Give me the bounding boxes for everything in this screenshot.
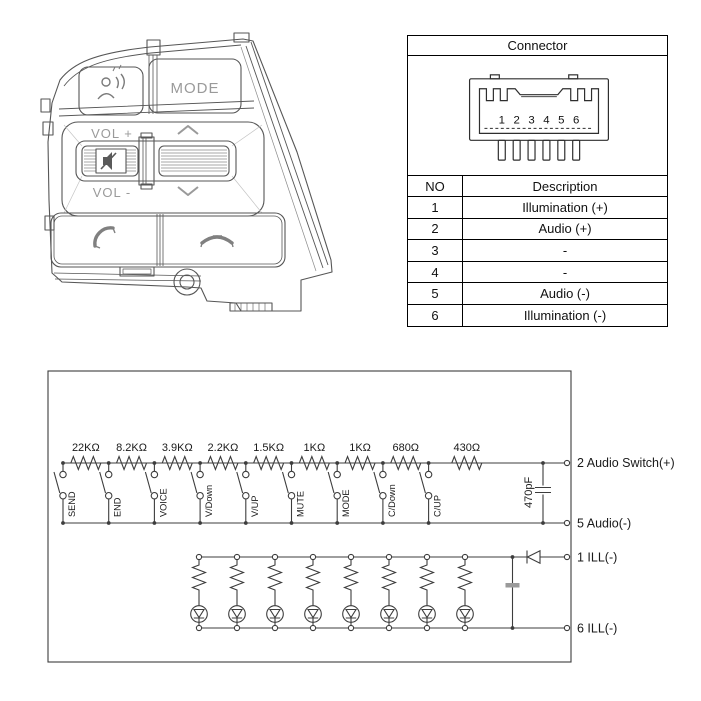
- resistor-label: 3.9KΩ: [161, 442, 193, 454]
- switch-terminal: [106, 471, 112, 477]
- connector-table-title: Connector: [408, 36, 667, 56]
- switch-terminal: [425, 471, 431, 477]
- resistor-label: 8.2KΩ: [116, 442, 147, 454]
- switch-label: END: [112, 497, 123, 517]
- terminal-circle: [348, 625, 353, 630]
- connector-pin: [528, 140, 535, 160]
- resistor: [200, 457, 246, 470]
- table-row: [408, 283, 667, 305]
- cell-pin-no: 4: [408, 262, 463, 283]
- switch-lever: [237, 472, 243, 493]
- switch-terminal: [288, 471, 294, 477]
- steering-audio-control-illustration: [35, 30, 365, 330]
- vol-plus-label: VOL +: [91, 126, 133, 141]
- led-resistor: [193, 560, 206, 606]
- terminal-circle: [424, 554, 429, 559]
- pin-number: 1: [498, 114, 505, 127]
- led-resistor: [421, 560, 434, 606]
- resistor-label: 680Ω: [392, 442, 420, 454]
- terminal-label: 6 ILL(-): [577, 621, 618, 636]
- terminal-circle: [462, 625, 467, 630]
- connector-pin: [573, 140, 580, 160]
- connector-pins: [498, 140, 579, 160]
- right-wheel: [159, 146, 229, 176]
- circuit-diagram: [0, 355, 701, 701]
- switch-label: MUTE: [295, 490, 306, 517]
- mount-boss: [174, 269, 200, 295]
- connector-table-body: [408, 197, 667, 326]
- capacitor-label: 470pF: [523, 476, 535, 508]
- connector-keying: [479, 89, 598, 134]
- terminal-circle: [424, 625, 429, 630]
- connector-pin: [558, 140, 565, 160]
- mode-label: MODE: [170, 80, 220, 97]
- terminal-circle: [272, 554, 277, 559]
- pin-number: 4: [543, 114, 550, 127]
- terminal-circle: [310, 554, 315, 559]
- resistor-label: 2.2KΩ: [207, 442, 239, 454]
- switch-terminal: [106, 493, 112, 499]
- pin-number: 2: [513, 114, 520, 127]
- terminal-label: 1 ILL(-): [577, 550, 618, 565]
- switch-terminal: [380, 493, 386, 499]
- junction-dot: [511, 555, 515, 559]
- call-icon: [95, 228, 113, 246]
- junction-dot: [511, 626, 515, 630]
- terminal-label: 5 Audio(-): [577, 516, 632, 531]
- resistor: [337, 457, 383, 470]
- led-resistor: [269, 560, 282, 606]
- side-clip: [41, 99, 50, 112]
- cell-description: Audio (-): [540, 286, 590, 302]
- terminal-circle: [386, 625, 391, 630]
- led-resistor: [383, 560, 396, 606]
- switch-terminal: [380, 471, 386, 477]
- resistor: [63, 457, 109, 470]
- connector-pin: [498, 140, 505, 160]
- switch-lever: [420, 472, 426, 493]
- terminal-circle: [234, 554, 239, 559]
- resistor-label: 1.5KΩ: [253, 442, 285, 454]
- switch-terminal: [60, 471, 66, 477]
- switch-label: VOICE: [158, 488, 169, 517]
- terminal-circle: [564, 554, 569, 559]
- cell-description: Illumination (-): [523, 307, 607, 323]
- connector-pin: [513, 140, 520, 160]
- resistor-label: 22KΩ: [71, 442, 100, 454]
- ill-capacitor-bar: [506, 583, 520, 588]
- terminal-circle: [310, 625, 315, 630]
- cell-pin-no: 1: [408, 197, 463, 218]
- switch-terminal: [334, 471, 340, 477]
- resistor: [109, 457, 155, 470]
- table-row: [408, 219, 667, 241]
- terminal-circle: [564, 520, 569, 525]
- cell-description: -: [562, 264, 568, 280]
- switch-label: SEND: [67, 491, 77, 517]
- led-resistor: [459, 560, 472, 606]
- pin-number: 3: [528, 114, 535, 127]
- led-resistor: [231, 560, 244, 606]
- connector-drawing-cell: [408, 56, 667, 176]
- resistor-label: 430Ω: [453, 442, 481, 454]
- cell-description: -: [562, 242, 568, 258]
- switch-lever: [328, 472, 334, 493]
- chevron-up-icon: [178, 126, 198, 134]
- switch-terminal: [243, 471, 249, 477]
- switch-lever: [145, 472, 151, 493]
- voice-icon: [98, 65, 124, 99]
- cell-pin-no: 5: [408, 283, 463, 304]
- circuit-group: [48, 371, 675, 662]
- switch-label: V/UP: [249, 495, 260, 517]
- switch-terminal: [60, 493, 66, 499]
- led-resistor: [345, 560, 358, 606]
- connector-table-header: [408, 176, 667, 197]
- switch-terminal: [334, 493, 340, 499]
- terminal-circle: [564, 625, 569, 630]
- side-clip: [43, 122, 53, 135]
- switch-terminal: [425, 493, 431, 499]
- resistor: [429, 457, 505, 470]
- cell-pin-no: 2: [408, 219, 463, 240]
- terminal-circle: [386, 554, 391, 559]
- switch-lever: [283, 472, 289, 493]
- terminal-label: 2 Audio Switch(+): [577, 456, 675, 470]
- resistor: [154, 457, 200, 470]
- table-row: [408, 240, 667, 262]
- switch-terminal: [197, 493, 203, 499]
- terminal-circle: [462, 554, 467, 559]
- switch-label: C/Down: [386, 484, 397, 517]
- cell-description: Illumination (+): [522, 199, 608, 215]
- cell-description: Audio (+): [538, 221, 592, 237]
- cell-pin-no: 6: [408, 305, 463, 326]
- terminal-circle: [196, 554, 201, 559]
- cell-pin-no: 3: [408, 240, 463, 261]
- switch-label: MODE: [341, 489, 352, 517]
- resistor-label: 1KΩ: [303, 442, 326, 454]
- diode-triangle: [528, 551, 541, 563]
- switch-lever: [374, 472, 380, 493]
- connector-table: [407, 35, 668, 327]
- terminal-circle: [234, 625, 239, 630]
- header-description: Description: [532, 178, 598, 194]
- switch-label: C/UP: [432, 495, 443, 517]
- terminal-circle: [348, 554, 353, 559]
- connector-pin: [543, 140, 550, 160]
- table-row: [408, 197, 667, 219]
- resistor: [246, 457, 292, 470]
- switch-terminal: [151, 471, 157, 477]
- switch-terminal: [151, 493, 157, 499]
- terminal-circle: [272, 625, 277, 630]
- connector-pinout-drawing: [408, 56, 667, 175]
- pin-number: 6: [573, 114, 580, 127]
- switch-terminal: [197, 471, 203, 477]
- table-row: [408, 262, 667, 284]
- resistor: [292, 457, 338, 470]
- switch-lever: [54, 472, 60, 493]
- terminal-circle: [196, 625, 201, 630]
- chevron-down-icon: [178, 187, 198, 195]
- led-resistor: [307, 560, 320, 606]
- switch-terminal: [288, 493, 294, 499]
- switch-lever: [191, 472, 197, 493]
- switch-label: V/Down: [204, 484, 215, 517]
- pin-number: 5: [558, 114, 565, 127]
- switch-lever: [100, 472, 106, 493]
- capacitor: [535, 463, 551, 523]
- vol-minus-label: VOL -: [92, 185, 132, 200]
- header-no: NO: [408, 176, 463, 196]
- call-end-icon: [202, 237, 232, 243]
- phone-panel: [51, 213, 285, 267]
- switch-terminal: [243, 493, 249, 499]
- terminal-circle: [564, 460, 569, 465]
- resistor: [383, 457, 429, 470]
- table-row: [408, 305, 667, 326]
- resistor-label: 1KΩ: [349, 442, 371, 454]
